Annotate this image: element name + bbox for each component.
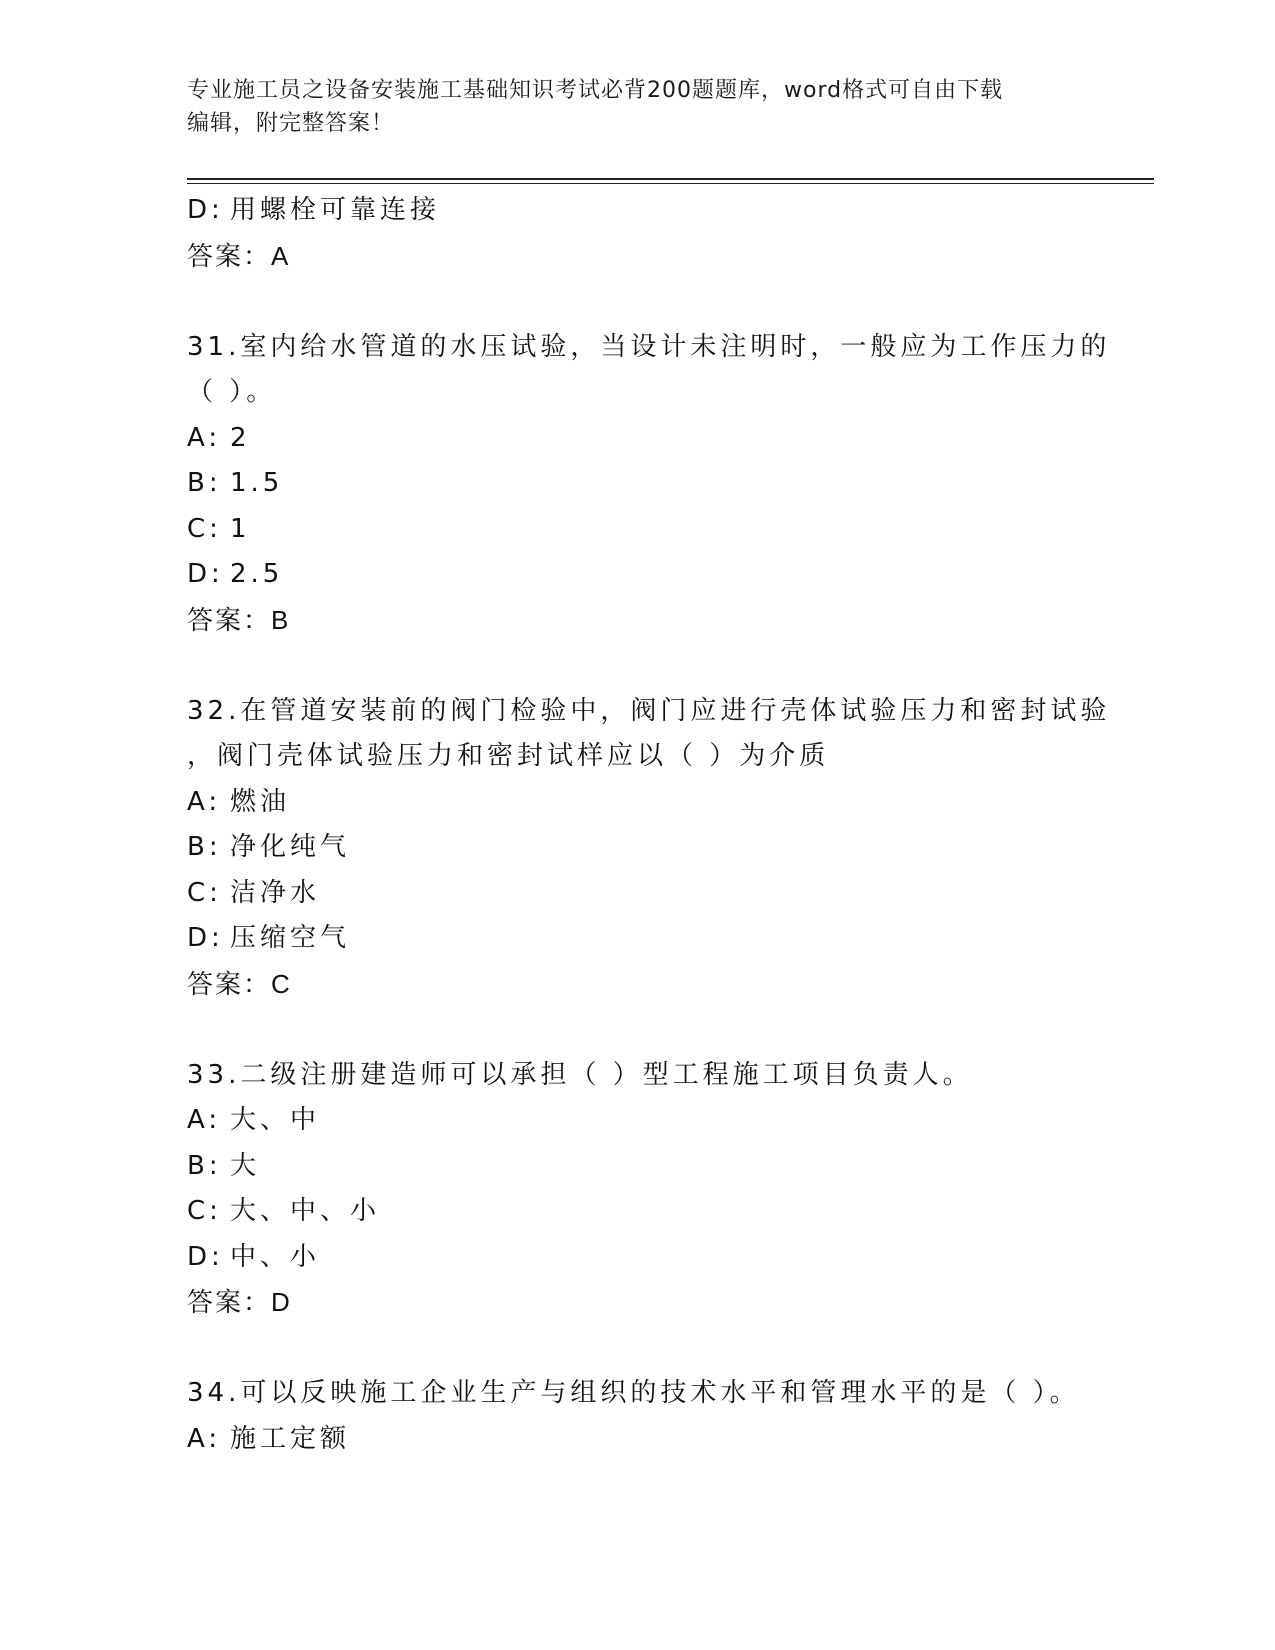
option-text: 用螺栓可靠连接 <box>230 195 441 225</box>
answer-label: 答案： <box>187 1287 272 1317</box>
option-c <box>187 507 1087 553</box>
question-stem: （ ）。 <box>187 377 277 407</box>
option-b <box>187 825 1087 871</box>
option-text: 施工定额 <box>230 1423 351 1454</box>
page-header <box>187 74 1087 140</box>
option-key: A: <box>187 1105 222 1135</box>
answer-line <box>187 962 1087 1008</box>
option-text: 洁净水 <box>230 877 321 908</box>
option-d <box>187 552 1087 598</box>
option-key: C: <box>187 1196 222 1226</box>
option-key: A: <box>187 786 222 817</box>
option-text: 大、中、小 <box>230 1196 381 1226</box>
question-stem: 33.二级注册建造师可以承担（ ）型工程施工项目负责人。 <box>187 1059 973 1090</box>
option-text: 1.5 <box>230 468 284 498</box>
option-key: A: <box>187 1423 222 1454</box>
option-d <box>187 188 1087 234</box>
option-d <box>187 916 1087 962</box>
option-text: 1 <box>230 513 251 544</box>
question-stem: 34.可以反映施工企业生产与组织的技术水平和管理水平的是（ ）。 <box>187 1378 1080 1408</box>
option-key: B: <box>187 468 222 498</box>
header-divider-thin <box>187 183 1154 184</box>
option-key: D: <box>187 559 224 589</box>
option-key: D: <box>187 195 224 225</box>
option-key: A: <box>187 422 222 453</box>
option-text: 燃油 <box>230 786 291 817</box>
answer-value: D <box>271 1287 292 1317</box>
question-34 <box>187 1371 1087 1462</box>
option-d <box>187 1235 1087 1281</box>
option-text: 大 <box>230 1150 261 1181</box>
option-b <box>187 461 1087 507</box>
option-c <box>187 871 1087 917</box>
option-text: 2 <box>230 422 251 453</box>
option-key: C: <box>187 877 222 908</box>
option-b <box>187 1144 1087 1190</box>
option-key: B: <box>187 1150 222 1181</box>
answer-line <box>187 234 1087 280</box>
question-stem: 31.室内给水管道的水压试验，当设计未注明时，一般应为工作压力的 <box>187 331 1111 362</box>
question-33 <box>187 1053 1087 1326</box>
option-a <box>187 1098 1087 1144</box>
answer-line <box>187 1280 1087 1326</box>
answer-value: A <box>271 240 291 271</box>
answer-label: 答案： <box>187 604 272 635</box>
option-text: 中、小 <box>230 1241 321 1272</box>
answer-line <box>187 598 1087 644</box>
answer-label: 答案： <box>187 968 272 999</box>
option-a <box>187 780 1087 826</box>
header-line-2: 编辑，附完整答案！ <box>187 111 395 136</box>
question-31 <box>187 325 1111 644</box>
option-key: C: <box>187 513 222 544</box>
option-text: 净化纯气 <box>230 832 351 862</box>
answer-label: 答案： <box>187 240 272 271</box>
question-stem: 32.在管道安装前的阀门检验中，阀门应进行壳体试验压力和密封试验 <box>187 695 1111 726</box>
answer-value: C <box>271 968 292 999</box>
question-32 <box>187 689 1111 1008</box>
option-c <box>187 1189 1087 1235</box>
header-line-1: 专业施工员之设备安装施工基础知识考试必背200题题库，word格式可自由下载 <box>187 78 1004 103</box>
option-a <box>187 1417 1087 1463</box>
option-a <box>187 416 1087 462</box>
answer-value: B <box>271 604 291 635</box>
header-divider-thick <box>187 178 1154 180</box>
partial-question <box>187 188 1087 279</box>
option-text: 压缩空气 <box>230 923 351 953</box>
option-text: 2.5 <box>230 559 284 589</box>
option-key: D: <box>187 923 224 953</box>
option-text: 大、中 <box>230 1105 321 1135</box>
question-stem: ，阀门壳体试验压力和密封试样应以（ ）为介质 <box>187 741 830 771</box>
option-key: B: <box>187 832 222 862</box>
option-key: D: <box>187 1241 224 1272</box>
document-body <box>187 188 1111 1462</box>
